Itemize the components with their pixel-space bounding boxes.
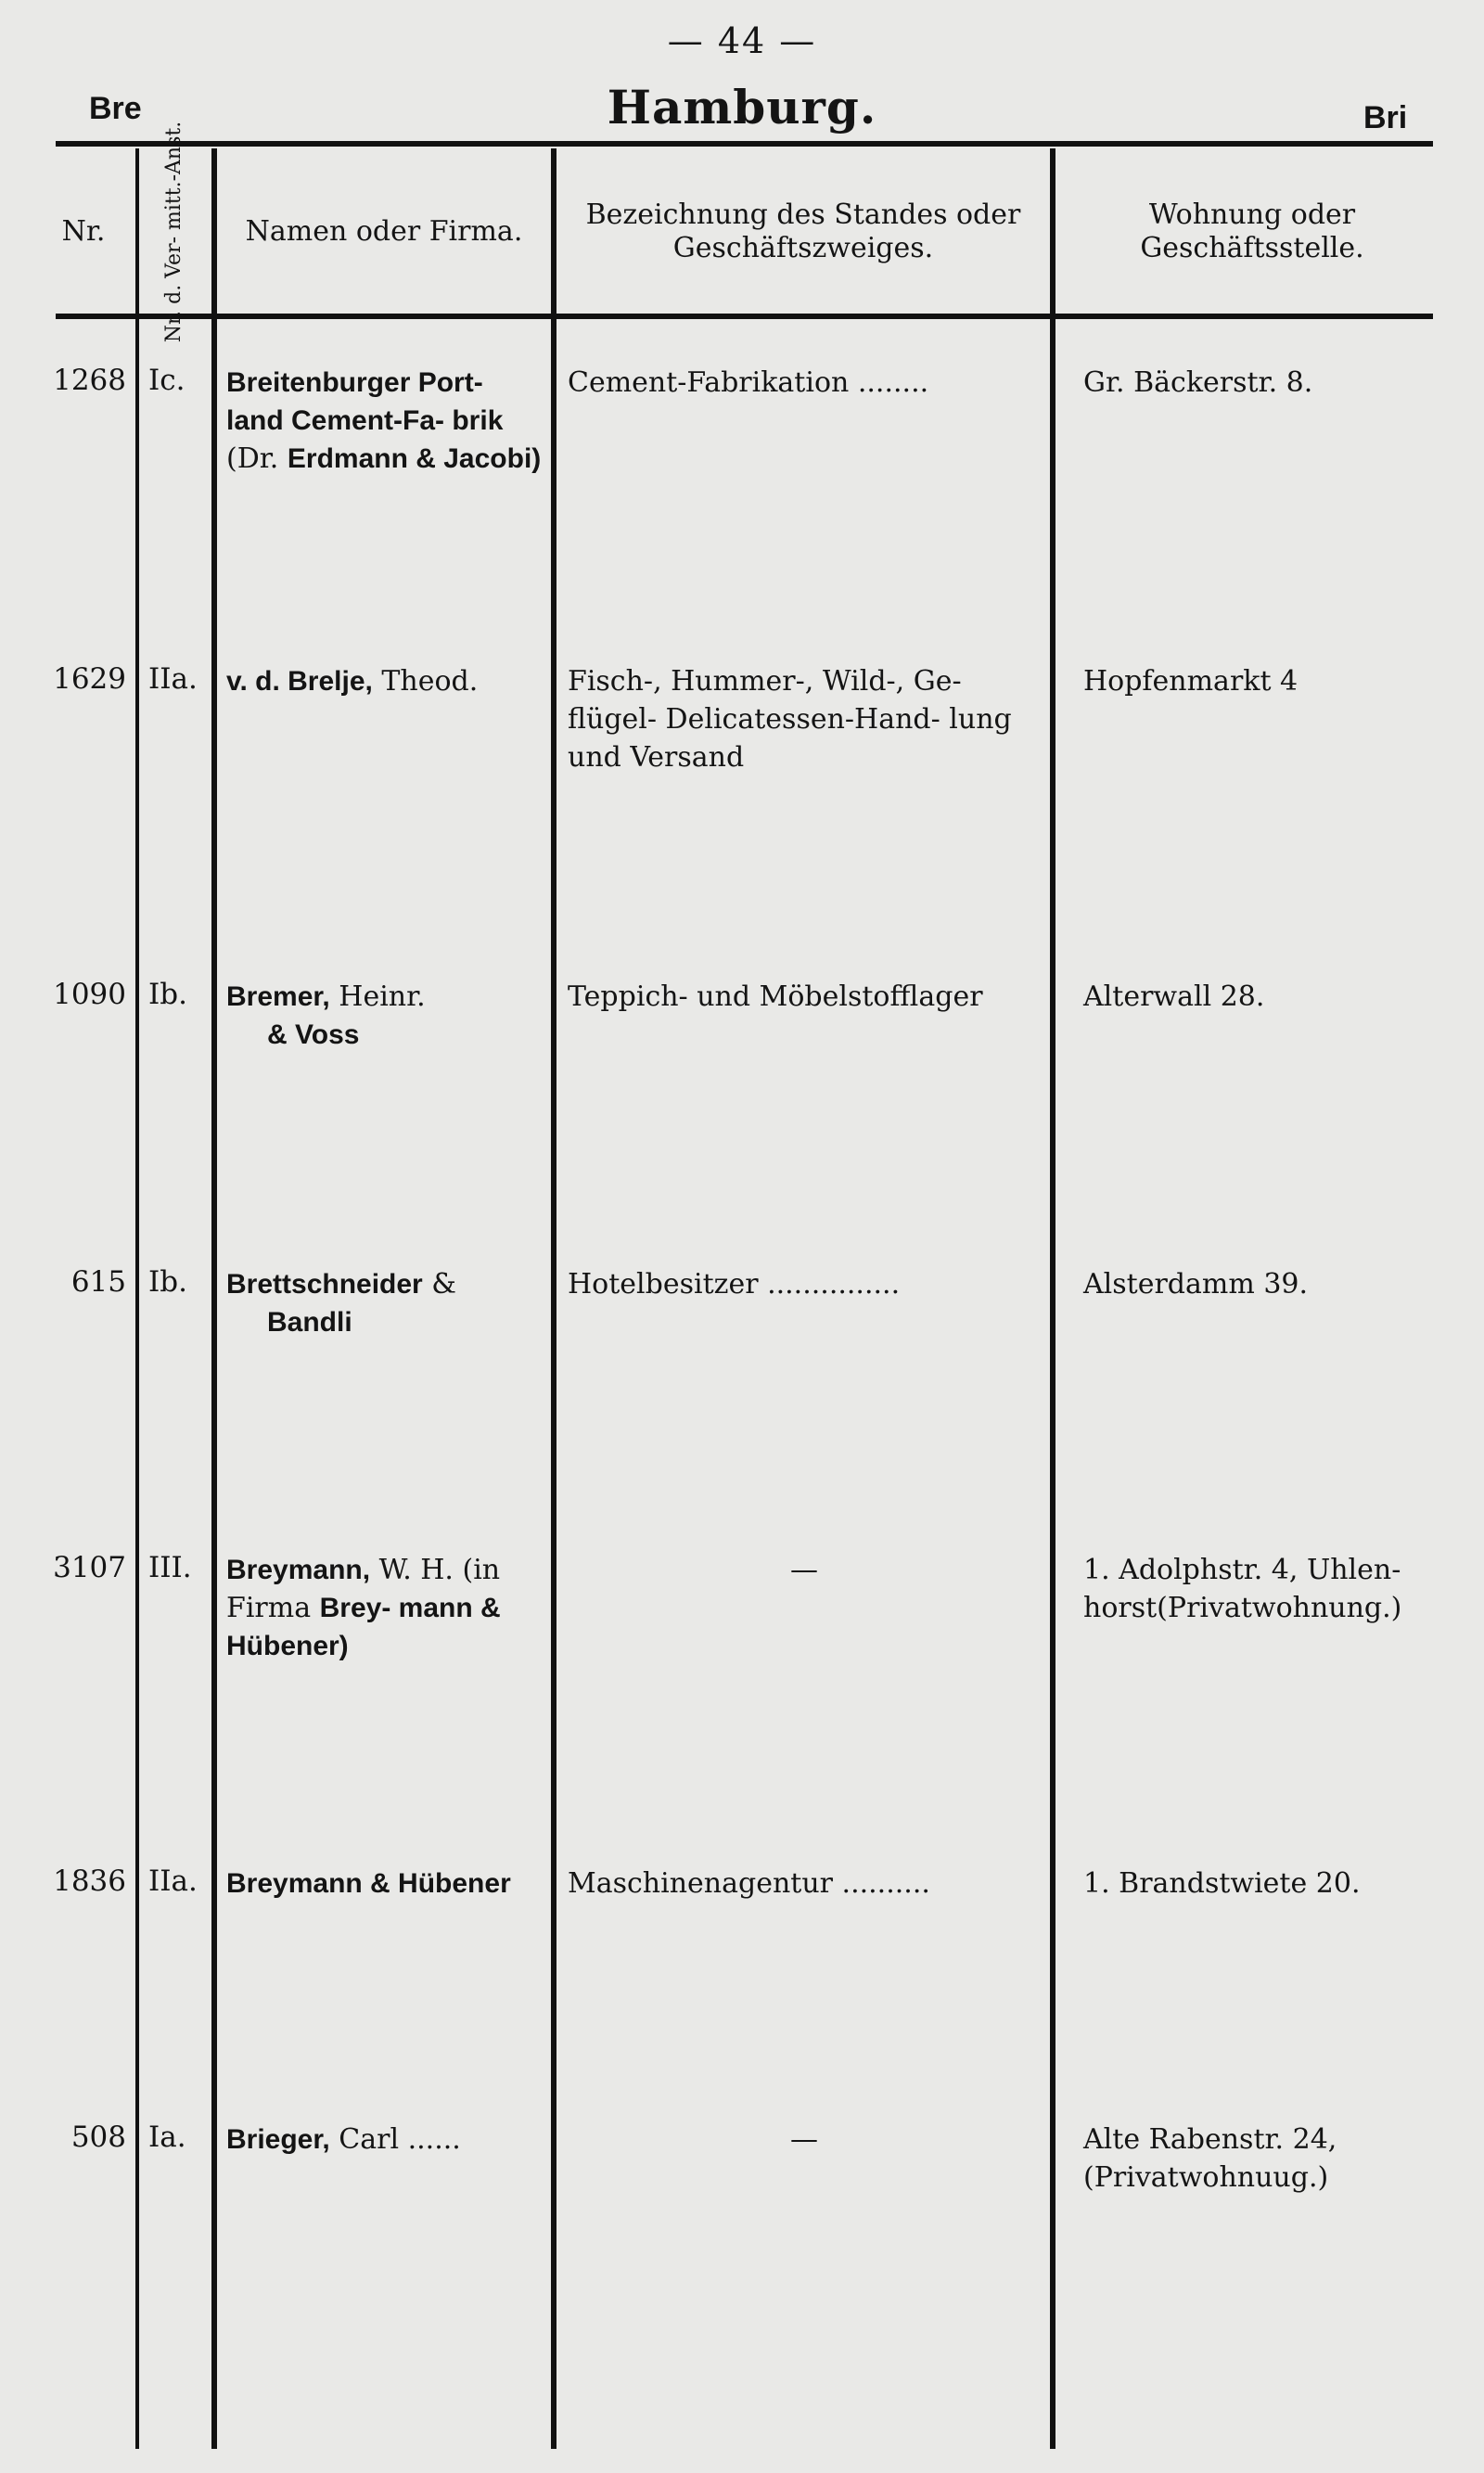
entry-number: 1090 [53, 978, 126, 1011]
entry-business: — [790, 2123, 818, 2156]
header-stand: Bezeichnung des Standes oder Geschäftszweiges. [585, 199, 1021, 264]
column-divider [1050, 148, 1055, 2449]
header-nr: Nr. [61, 215, 106, 248]
header-rule [56, 314, 1433, 319]
entry-business: Maschinenagentur .......... [568, 1867, 930, 1900]
column-divider [211, 148, 217, 2449]
running-head-left: Bre [89, 91, 142, 126]
entry-business: Fisch-, Hummer-, Wild-, Ge- flügel- Delicatessen-Hand- lung und Versand [568, 665, 1012, 774]
entry-name: Bremer, Heinr. & Voss [226, 980, 426, 1050]
entry-class: Ia. [148, 2121, 186, 2154]
entry-class: IIa. [148, 1864, 198, 1898]
entry-address: 1. Brandstwiete 20. [1083, 1867, 1361, 1900]
column-divider [551, 148, 556, 2449]
entry-number: 1629 [53, 662, 126, 696]
entry-class: Ic. [148, 364, 186, 397]
header-vermittlung: Nr. d. Ver- mitt.-Anst. [162, 121, 186, 343]
entry-number: 1836 [53, 1864, 126, 1898]
entry-address: Hopfenmarkt 4 [1083, 665, 1298, 698]
entry-name: Breymann, W. H. (in Firma Brey- mann & Hübener) [226, 1554, 501, 1661]
entry-address: Gr. Bäckerstr. 8. [1083, 366, 1313, 399]
entry-number: 508 [70, 2121, 126, 2154]
entry-number: 615 [70, 1265, 126, 1299]
top-rule [56, 141, 1433, 147]
entry-class: Ib. [148, 1265, 187, 1299]
running-head-right: Bri [1363, 100, 1408, 135]
entry-address: 1. Adolphstr. 4, Uhlen- horst(Privatwohnung.) [1083, 1554, 1402, 1624]
entry-name: Breymann & Hübener [226, 1868, 511, 1899]
entry-class: IIa. [148, 662, 198, 696]
page-number: — 44 — [667, 20, 817, 61]
entry-business: Hotelbesitzer ............... [568, 1268, 901, 1301]
column-divider [135, 148, 139, 2449]
entry-name: Brieger, Carl ...... [226, 2123, 461, 2156]
entry-number: 1268 [53, 364, 126, 397]
entry-business: — [790, 1554, 818, 1586]
entry-number: 3107 [53, 1551, 126, 1584]
entry-address: Alte Rabenstr. 24, (Privatwohnuug.) [1083, 2123, 1337, 2194]
entry-class: III. [148, 1551, 192, 1584]
entry-name: Breitenburger Port- land Cement-Fa- brik (Dr. Erdmann & Jacobi) [226, 367, 542, 475]
header-wohnung: Wohnung oder Geschäftsstelle. [1140, 199, 1364, 264]
entry-business: Teppich- und Möbelstofflager [568, 980, 983, 1013]
entry-address: Alsterdamm 39. [1083, 1268, 1309, 1301]
header-name: Namen oder Firma. [245, 215, 523, 248]
page-title: Hamburg. [607, 80, 877, 135]
entry-name: Brettschneider & Bandli [226, 1268, 456, 1338]
entry-address: Alterwall 28. [1083, 980, 1265, 1013]
entry-name: v. d. Brelje, Theod. [226, 665, 479, 698]
entry-class: Ib. [148, 978, 187, 1011]
entry-business: Cement-Fabrikation ........ [568, 366, 929, 399]
